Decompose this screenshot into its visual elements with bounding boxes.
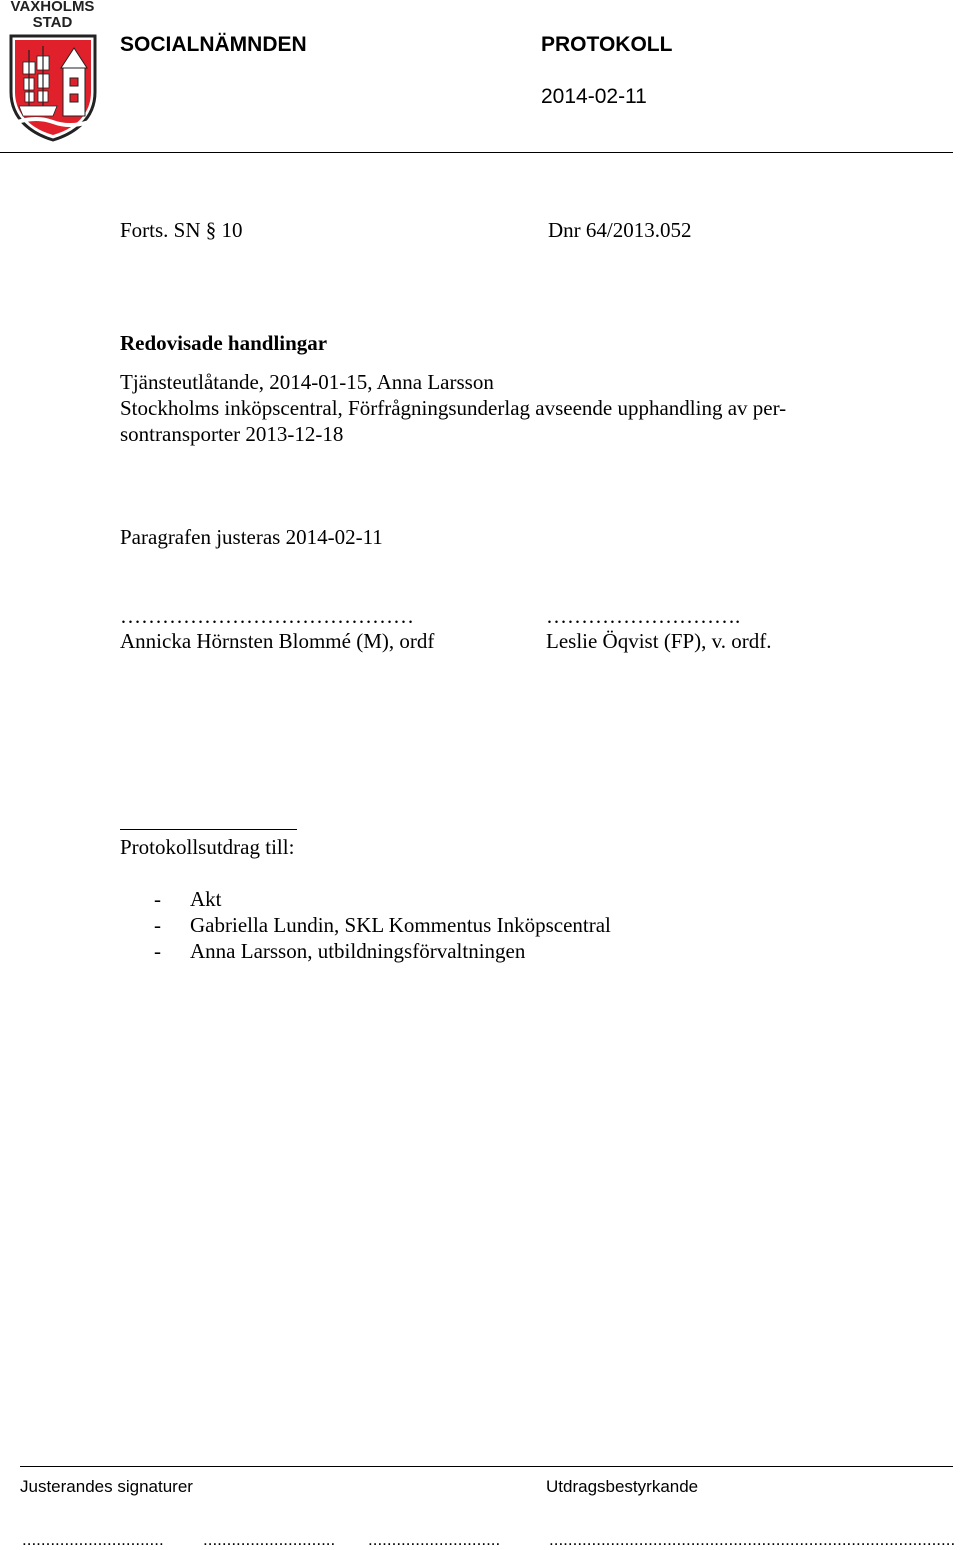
list-item: Akt: [190, 887, 222, 911]
documents-line: Tjänsteutlåtande, 2014-01-15, Anna Larsson: [120, 370, 494, 394]
signature-line: ……………………………………: [120, 604, 414, 628]
list-item-dash: -: [154, 887, 161, 911]
adjustment-text: Paragrafen justeras 2014-02-11: [120, 525, 383, 549]
signer-name: Leslie Öqvist (FP), v. ordf.: [546, 629, 772, 653]
signature-line: ……………………….: [546, 604, 741, 628]
footer-left-label: Justerandes signaturer: [20, 1477, 193, 1496]
footer-divider: [20, 1466, 953, 1467]
list-item-dash: -: [154, 913, 161, 937]
documents-line: Stockholms inköpscentral, Förfrågningsunderlag avseende upphandling av per-: [120, 396, 787, 420]
case-number: Dnr 64/2013.052: [548, 218, 692, 242]
distribution-heading: Protokollsutdrag till:: [120, 835, 295, 859]
signer-name: Annicka Hörnsten Blommé (M), ordf: [120, 629, 435, 653]
logo-text-line1: VAXHOLMS: [10, 0, 95, 15]
logo: [5, 0, 100, 142]
section-reference: Forts. SN § 10: [120, 218, 243, 242]
footer-signature-field: ..............................: [22, 1530, 164, 1549]
documents-heading: Redovisade handlingar: [120, 331, 328, 355]
footer-right-label: Utdragsbestyrkande: [546, 1477, 699, 1496]
list-item: Anna Larsson, utbildningsförvaltningen: [190, 939, 526, 963]
list-item: Gabriella Lundin, SKL Kommentus Inköpscentral: [190, 913, 611, 937]
organization-name: SOCIALNÄMNDEN: [120, 33, 307, 56]
documents-line: sontransporter 2013-12-18: [120, 422, 344, 446]
document-type: PROTOKOLL: [541, 33, 673, 56]
document-date: 2014-02-11: [541, 85, 647, 108]
header-divider: [0, 152, 953, 153]
logo-text-line2: STAD: [32, 14, 73, 31]
coat-of-arms-icon: [7, 32, 99, 142]
footer-signature-field: ............................: [368, 1530, 501, 1549]
distribution-divider: [120, 829, 297, 830]
footer-signature-field: ............................: [203, 1530, 336, 1549]
footer-signature-field: ......................................................................................: [549, 1530, 956, 1549]
list-item-dash: -: [154, 939, 161, 963]
